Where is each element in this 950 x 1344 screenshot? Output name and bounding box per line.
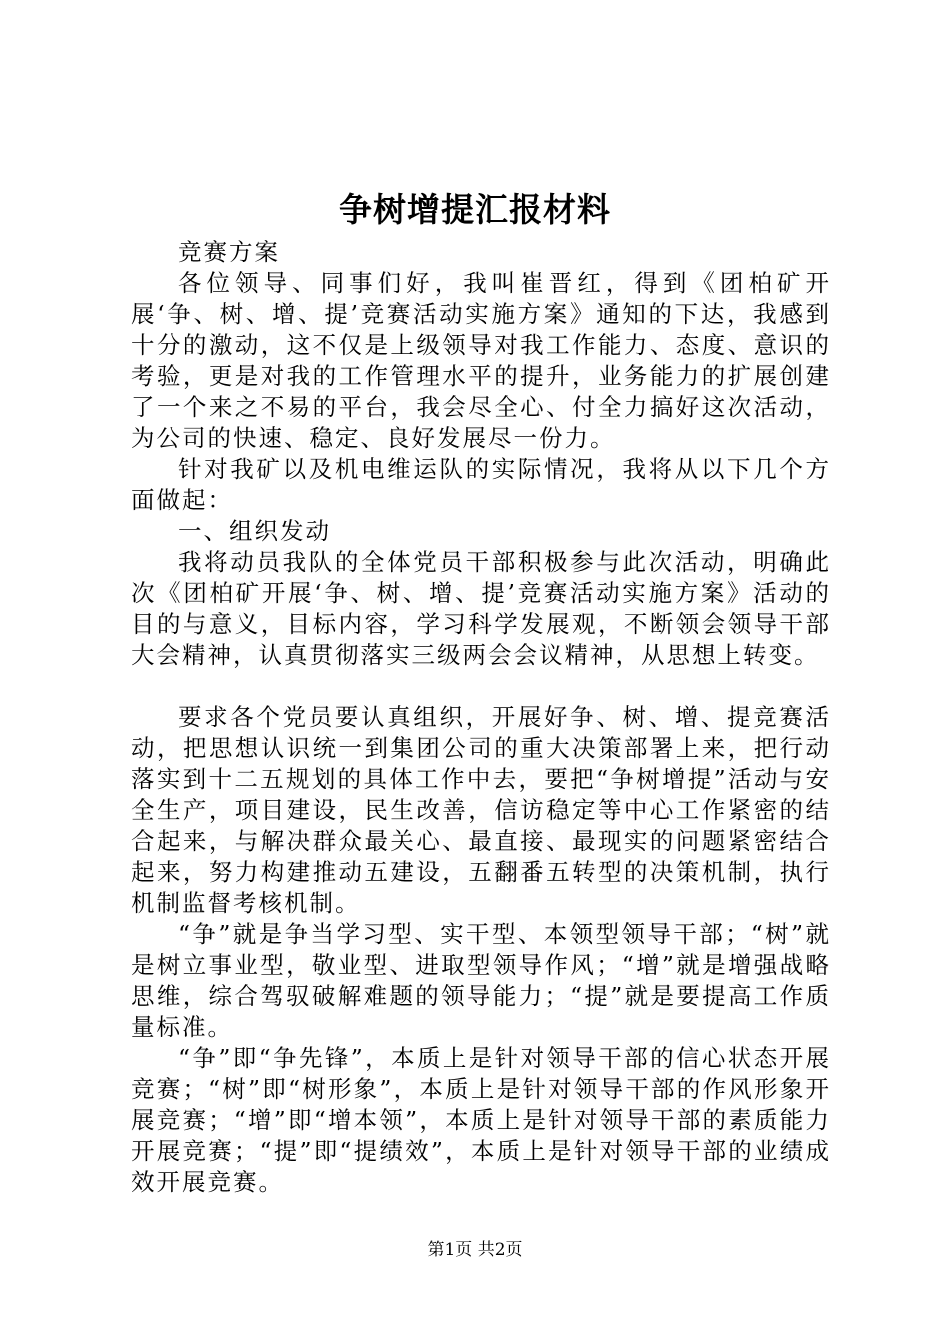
paragraph-greeting: 各位领导、同事们好，我叫崔晋红，得到《团柏矿开展‘争、树、增、提’竞赛活动实施方案》通知的下达，我感到十分的激动，这不仅是上级领导对我工作能力、态度、意识的考验，更是对我的工作管理水平的提升，业务能力的扩展创建了一个来之不易的平台，我会尽全心、付全力搞好这次活动，为公司的快速、稳定、良好发展尽一份力。 (131, 269, 831, 452)
document-body (131, 237, 831, 1198)
paragraph-mobilization: 我将动员我队的全体党员干部积极参与此次活动，明确此次《团柏矿开展‘争、树、增、提’竞赛活动实施方案》活动的目的与意义，目标内容，学习科学发展观，不断领会领导干部大会精神，认真贯彻落实三级两会会议精神，从思想上转变。 (131, 548, 831, 669)
paragraph-competition-essence: “争”即“争先锋”，本质上是针对领导干部的信心状态开展竞赛；“树”即“树形象”，本质上是针对领导干部的作风形象开展竞赛；“增”即“增本领”，本质上是针对领导干部的素质能力开展竞赛；“提”即“提绩效”，本质上是针对领导干部的业绩成效开展竞赛。 (131, 1044, 831, 1196)
paragraph-requirements: 要求各个党员要认真组织，开展好争、树、增、提竞赛活动，把思想认识统一到集团公司的重大决策部署上来，把行动落实到十二五规划的具体工作中去，要把“争树增提”活动与安全生产，项目建设，民生改善，信访稳定等中心工作紧密的结合起来，与解决群众最关心、最直接、最现实的问题紧密结合起来，努力构建推动五建设，五翻番五转型的决策机制，执行机制监督考核机制。 (131, 703, 831, 917)
paragraph-approach-intro: 针对我矿以及机电维运队的实际情况，我将从以下几个方面做起： (131, 455, 831, 514)
page-number-footer: 第1页 共2页 (427, 1240, 523, 1260)
paragraph-section-heading: 一、组织发动 (178, 517, 331, 545)
paragraph-definitions: “争”就是争当学习型、实干型、本领型领导干部；“树”就是树立事业型，敬业型、进取型领导作风；“增”就是增强战略思维，综合驾驭破解难题的领导能力；“提”就是要提高工作质量标准。 (131, 920, 831, 1041)
paragraph-scheme-heading: 竞赛方案 (178, 238, 280, 266)
document-title: 争树增提汇报材料 (339, 190, 611, 229)
